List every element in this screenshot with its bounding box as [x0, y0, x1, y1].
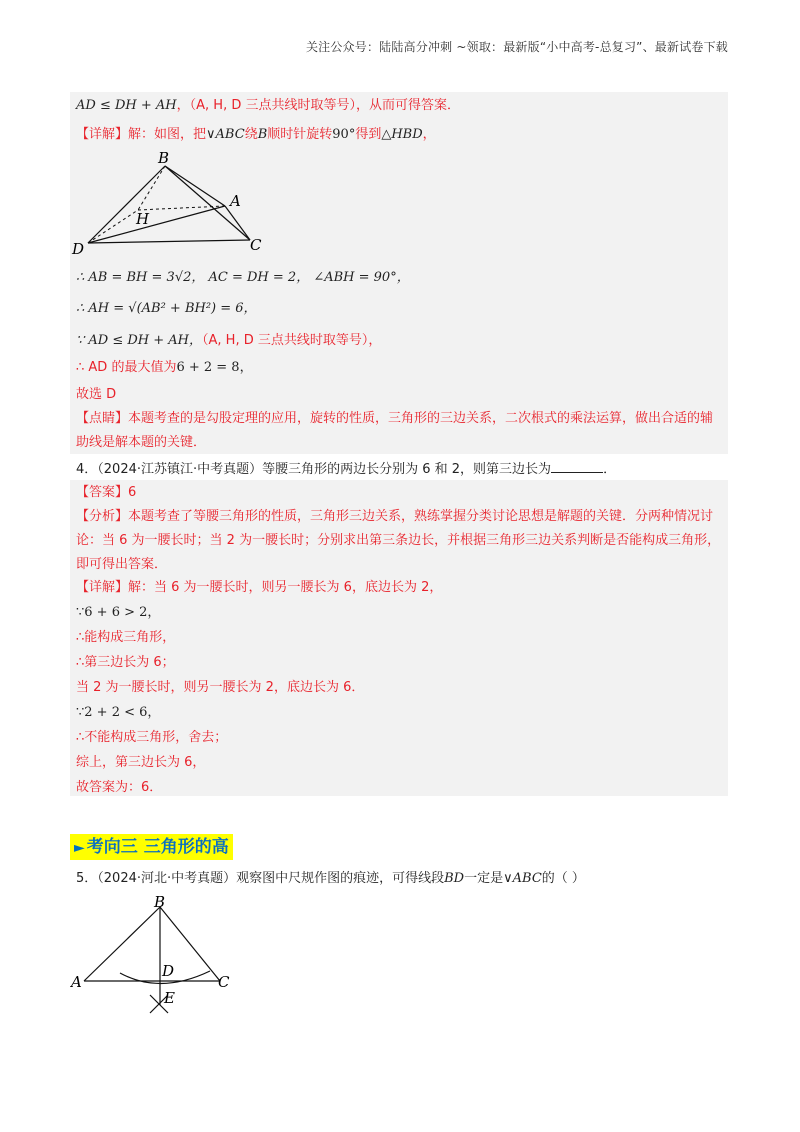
q3-detail-end: ， [422, 127, 436, 142]
q3-tri-hbd: △HBD [381, 127, 423, 142]
q3-comment-text: 本题考查的是勾股定理的应用，旋转的性质，三角形的三边关系，二次根式的乘法运算，做出合适的辅助线是解本题的关键． [76, 411, 714, 450]
section-title: 考向三 三角形的高 [86, 837, 229, 857]
q5-label-c: C [218, 973, 230, 991]
q4-question-end: ． [603, 462, 617, 477]
q4-detail5: 当 2 为一腰长时，则另一腰长为 2，底边长为 6． [76, 680, 365, 695]
q4-detail1-text: 解：当 6 为一腰长时，则另一腰长为 6，底边长为 2， [128, 580, 443, 595]
q3-step3-note: （A, H, D 三点共线时取等号）， [202, 333, 382, 348]
q5-tri-abc: ∨ABC [503, 871, 542, 886]
q4-detail6: ∵2 + 2 < 6， [76, 705, 161, 720]
q4-analysis [76, 505, 726, 577]
q5-question-a: 5．（2024·河北·中考真题）观察图中尺规作图的痕迹，可得线段 [76, 871, 445, 886]
q3-step3-math: ∵ AD ≤ DH + AH， [76, 333, 203, 348]
q3-step2: ∴ AH = √(AB² + BH²) = 6， [76, 301, 257, 316]
q3-step1: ∴ AB = BH = 3√2， AC = DH = 2， ∠ABH = 90°， [76, 270, 410, 285]
q3-detail-b: 绕 [244, 127, 258, 142]
q4-analysis-tag: 【分析】 [76, 509, 129, 524]
q3-step4-text: ∴ AD 的最大值为 [76, 360, 177, 375]
q4-detail2: ∵6 + 6 > 2， [76, 605, 161, 620]
q3-line1 [76, 96, 460, 116]
q3-step4-math: 6 + 2 = 8， [176, 360, 253, 375]
q3-detail-d: 得到 [355, 127, 382, 142]
page-header: 关注公众号：陆陆高分冲刺 ~领取：最新版“小中高考-总复习”、最新试卷下载 [305, 40, 728, 54]
q4-answer-blank [551, 458, 603, 473]
q5-question-b: 一定是 [464, 871, 504, 886]
q5-question-c: 的（ ） [541, 871, 585, 886]
q4-detail3: ∴能构成三角形， [76, 630, 176, 645]
q3-angle: 90° [332, 127, 356, 142]
q3-sep: ， [176, 98, 190, 113]
q3-step3 [76, 331, 381, 351]
q4-detail4: ∴第三边长为 6； [76, 655, 175, 670]
q5-label-d: D [162, 962, 175, 980]
q3-choice: 故选 D [76, 387, 117, 402]
q3-tri-abc: ∨ABC [206, 127, 245, 142]
q3-label-b: B [158, 149, 170, 167]
q4-analysis-text: 本题考查了等腰三角形的性质，三角形三边关系，熟练掌握分类讨论思想是解题的关键．分两种情况讨论：当 6 为一腰长时；当 2 为一腰长时；分别求出第三条边长，并根据三角形三边关系判断是否能构成三角形，即可得出答案． [76, 509, 721, 572]
q3-label-c: C [250, 236, 262, 254]
q5-label-b: B [154, 895, 166, 911]
q4-detail-tag: 【详解】 [76, 580, 129, 595]
q4-answer-tag: 【答案】 [76, 485, 129, 500]
q5-segment-bd: BD [444, 871, 465, 886]
q3-detail-a: 解：如图，把 [128, 127, 207, 142]
triangle-right-icon: ► [74, 840, 85, 856]
q3-label-a: A [230, 192, 241, 210]
q3-label-h: H [136, 210, 150, 228]
q3-label-d: D [72, 240, 85, 258]
q5-question [76, 869, 585, 889]
q3-inequality: AD ≤ DH + AH [76, 98, 177, 113]
q3-detail-line [76, 125, 436, 145]
q5-label-e: E [164, 989, 175, 1007]
q5-label-a: A [71, 973, 82, 991]
q3-collinear-note: （A, H, D 三点共线时取等号），从而可得答案． [189, 98, 460, 113]
q4-detail9: 故答案为：6． [76, 780, 163, 795]
q4-answer [76, 483, 136, 503]
q3-detail-tag: 【详解】 [76, 127, 129, 142]
q4-question [76, 458, 616, 480]
section-heading [70, 834, 233, 860]
q4-detail7: ∴不能构成三角形，舍去； [76, 730, 228, 745]
q4-detail8: 综上，第三边长为 6， [76, 755, 206, 770]
q4-answer-value: 6 [128, 485, 137, 500]
q4-question-text: 4．（2024·江苏镇江·中考真题）等腰三角形的两边长分别为 6 和 2，则第三边长为 [76, 462, 552, 477]
q3-detail-c: 顺时针旋转 [267, 127, 333, 142]
q3-rotation-figure [70, 148, 280, 258]
q3-step4 [76, 358, 253, 378]
q3-comment [76, 407, 726, 455]
q4-detail1 [76, 578, 442, 598]
q3-point-b: B [257, 127, 268, 142]
q5-construction-figure [70, 895, 240, 1020]
q3-comment-tag: 【点睛】 [76, 411, 129, 426]
